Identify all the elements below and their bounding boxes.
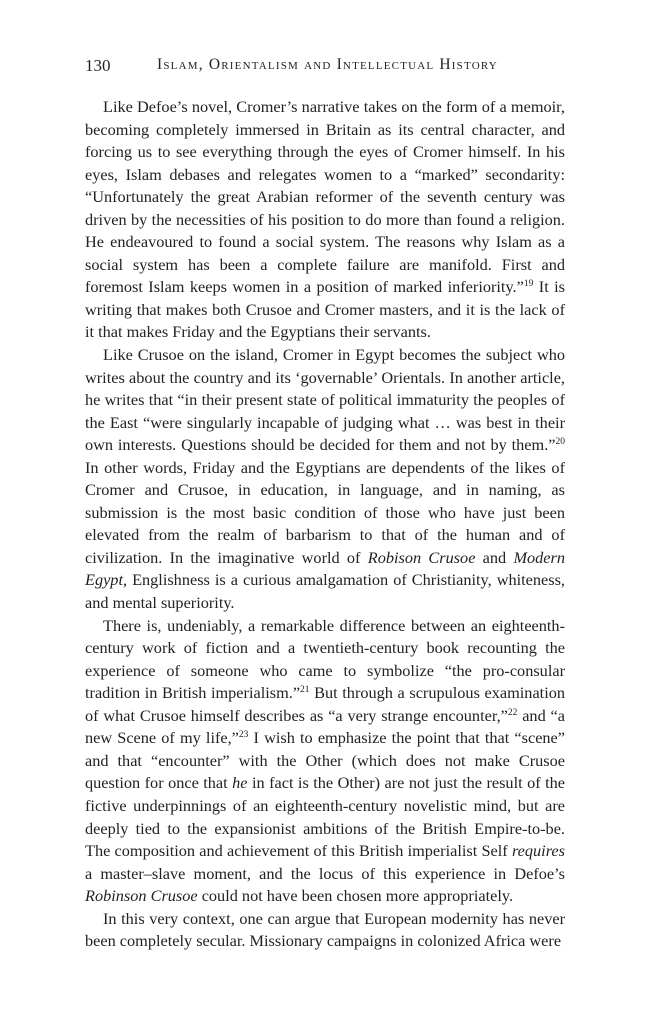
text-run: could not have been chosen more appropriately. xyxy=(197,886,514,906)
text-run: In other words, Friday and the Egyptians are dependents of the likes of Cromer and Crusoe, in education, in language, and in naming, as submission is the most basic condition of those who have just been elevated from the realm of barbarism to that of the human and of civilization. In the imaginative world of xyxy=(85,457,565,567)
page-number: 130 xyxy=(85,56,111,75)
footnote-ref: 22 xyxy=(507,707,518,718)
italic-text: he xyxy=(232,773,248,793)
text-run: Like Defoe’s novel, Cromer’s narrative takes on the form of a memoir, becoming completely immersed in Britain as its central character, and forcing us to see everything through the eyes of Cromer himself. In his eyes, Islam debases and relegates women to a “marked” secondarity: “Unfortunately the great Arabian reformer of the seventh century was driven by the necessities of his position to do more than found a religion. He endeavoured to found a social system. The reasons why Islam as a social system has been a complete failure are manifold. First and foremost Islam keeps women in a position of marked inferiority.” xyxy=(85,97,565,297)
italic-text: Robison Crusoe xyxy=(367,547,476,567)
footnote-ref: 21 xyxy=(300,685,310,696)
text-run: , Englishness is a curious amalgamation of Christianity, whiteness, and mental superiority. xyxy=(85,570,565,613)
running-head: Islam, Orientalism and Intellectual History xyxy=(157,56,498,73)
text-run: But through a scrupulous examination of what Crusoe himself describes as “a very strange encounter,” xyxy=(85,683,565,725)
text-run: a master–slave moment, and the locus of this experience in Defoe’s xyxy=(85,863,565,883)
text-run: There is, undeniably, a remarkable difference between an eighteenth-century work of fiction and a twentieth-century book recounting the experience of someone who came to symbolize “the pro-consular tradition in British imperialism.” xyxy=(85,615,565,703)
text-run: It is writing that makes both Crusoe and Cromer masters, and it is the lack of it that makes Friday and the Egyptians their servants. xyxy=(85,277,565,342)
footnote-ref: 23 xyxy=(238,730,249,741)
text-run: I wish to emphasize the point that that “scene” and that “encounter” with the Other (which does not make Crusoe question for once that xyxy=(85,728,566,793)
italic-text: requires xyxy=(511,841,565,861)
paragraph xyxy=(85,96,565,344)
footnote-ref: 19 xyxy=(523,279,534,290)
paragraph xyxy=(85,615,565,908)
italic-text: Robinson Crusoe xyxy=(85,886,198,906)
italic-text: Modern Egypt xyxy=(85,547,565,590)
footnote-ref: 20 xyxy=(555,437,565,448)
text-run: Like Crusoe on the island, Cromer in Egypt becomes the subject who writes about the country and its ‘governable’ Orientals. In another article, he writes that “in their present state of political immaturity the peoples of the East “were singularly incapable of judging what … was best in their own interests. Questions should be decided for them and not by them.” xyxy=(85,345,565,455)
paragraph xyxy=(85,344,565,615)
text-run: and “a new Scene of my life,” xyxy=(85,705,565,748)
paragraph xyxy=(85,908,565,953)
text-run: in fact is the Other) are not just the result of the fictive underpinnings of an eighteenth-century novelistic mind, but are deeply tied to the expansionist ambitions of the British Empire-to-be. The composition and achievement of this British imperialist Self xyxy=(85,773,565,861)
page-header xyxy=(85,56,565,78)
text-run: and xyxy=(475,547,514,567)
text-run: In this very context, one can argue that European modernity has never been completely secular. Missionary campaigns in colonized Africa were xyxy=(85,908,565,951)
body-text xyxy=(85,96,565,953)
